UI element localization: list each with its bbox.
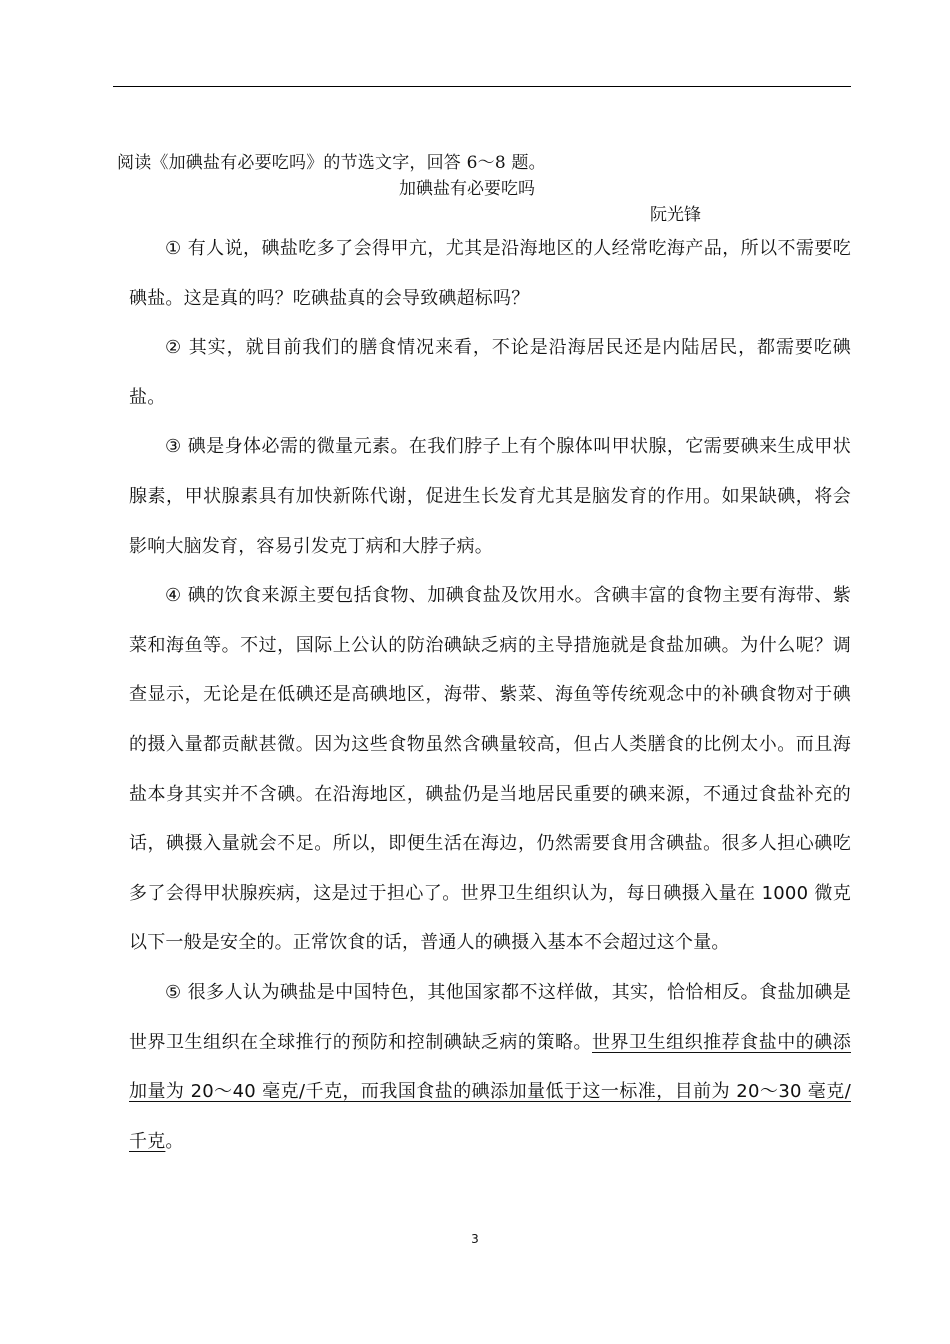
header-rule [113, 86, 851, 87]
paragraph-5-end: 。 [165, 1130, 184, 1152]
article-title-text: 加碘盐有必要吃吗 [399, 179, 535, 199]
paragraph-2: ② 其实，就目前我们的膳食情况来看，不论是沿海居民还是内陆居民，都需要吃碘盐。 [129, 337, 851, 408]
underlined-sentence: 世界卫生组织推荐食盐中的碘添加量为 20～40 毫克/千克，而我国食盐的碘添加量低于这一标准，目前为 20～30 毫克/千克 [129, 1031, 851, 1152]
page-number: 3 [471, 1232, 479, 1246]
paragraph-5-text: ⑤ 很多人认为碘盐是中国特色，其他国家都不这样做，其实，恰恰相反。食盐加碘是世界卫生组织在全球推行的预防和控制碘缺乏病的策略。 [129, 981, 851, 1053]
reading-instruction: 阅读《加碘盐有必要吃吗》的节选文字，回答 6～8 题。 [117, 153, 546, 173]
paragraph-1: ① 有人说，碘盐吃多了会得甲亢，尤其是沿海地区的人经常吃海产品，所以不需要吃碘盐。这是真的吗？吃碘盐真的会导致碘超标吗？ [129, 238, 851, 309]
article-body [129, 224, 851, 1166]
paragraph-3: ③ 碘是身体必需的微量元素。在我们脖子上有个腺体叫甲状腺，它需要碘来生成甲状腺素，甲状腺素具有加快新陈代谢，促进生长发育尤其是脑发育的作用。如果缺碘，将会影响大脑发育，容易引发克丁病和大脖子病。 [129, 436, 851, 557]
article-author: 阮光锋 [650, 205, 701, 225]
paragraph-4: ④ 碘的饮食来源主要包括食物、加碘食盐及饮用水。含碘丰富的食物主要有海带、紫菜和海鱼等。不过，国际上公认的防治碘缺乏病的主导措施就是食盐加碘。为什么呢？调查显示，无论是在低碘还是高碘地区，海带、紫菜、海鱼等传统观念中的补碘食物对于碘的摄入量都贡献甚微。因为这些食物虽然含碘量较高，但占人类膳食的比例太小。而且海盐本身其实并不含碘。在沿海地区，碘盐仍是当地居民重要的碘来源，不通过食盐补充的话，碘摄入量就会不足。所以，即便生活在海边，仍然需要食用含碘盐。很多人担心碘吃多了会得甲状腺疾病，这是过于担心了。世界卫生组织认为，每日碘摄入量在 1000 微克以下一般是安全的。正常饮食的话，普通人的碘摄入基本不会超过这个量。 [129, 585, 851, 954]
article-title [0, 174, 950, 199]
paragraph-5 [129, 968, 851, 1166]
